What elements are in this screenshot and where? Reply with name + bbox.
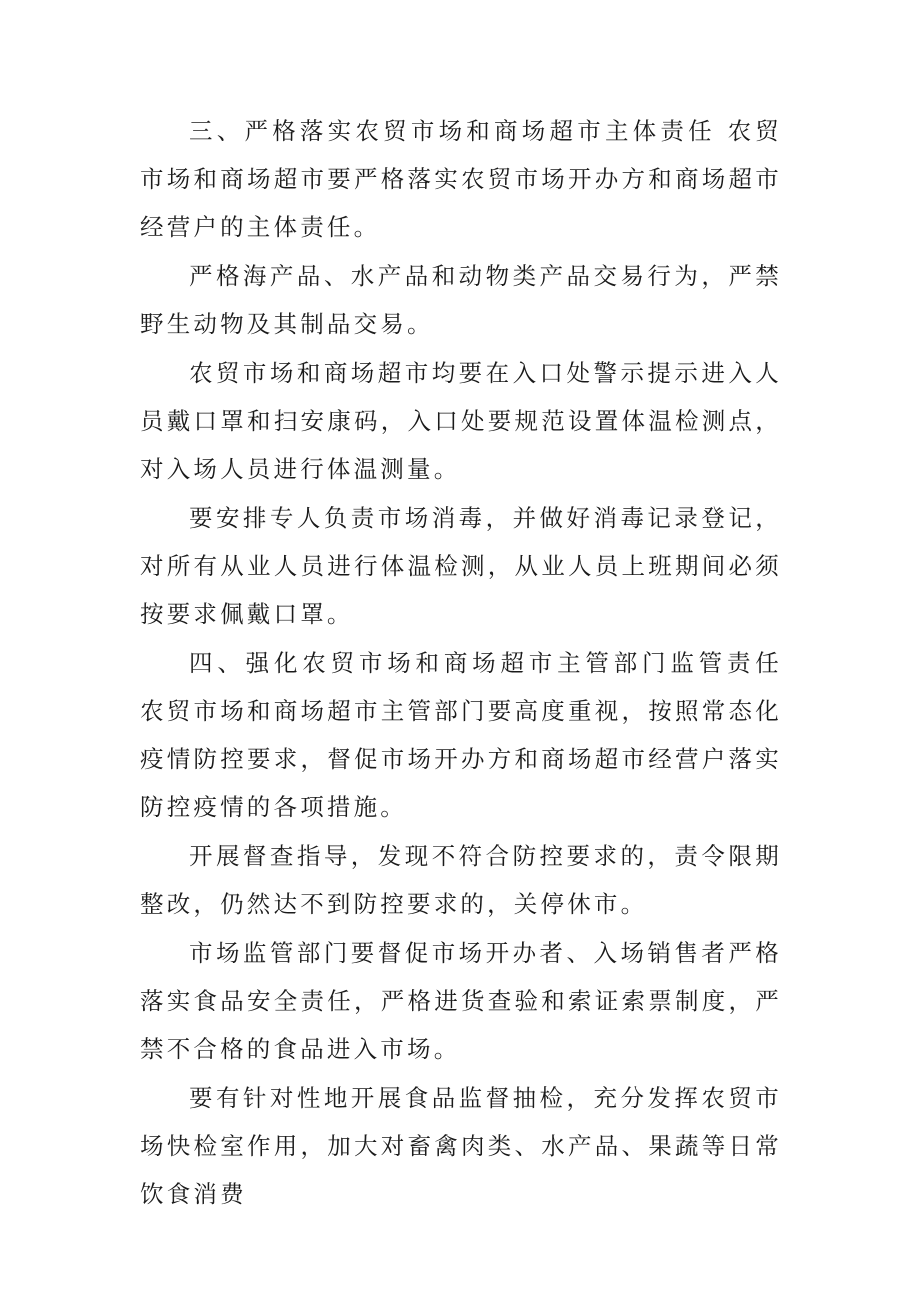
paragraph-section-three-heading: 三、严格落实农贸市场和商场超市主体责任 农贸市场和商场超市要严格落实农贸市场开办方和商场超市经营户的主体责任。: [140, 117, 782, 241]
paragraph-entrance-checks: 农贸市场和商场超市均要在入口处警示提示进入人员戴口罩和扫安康码，入口处要规范设置体温检测点，对入场人员进行体温测量。: [140, 359, 782, 483]
paragraph-section-four-heading: 四、强化农贸市场和商场超市主管部门监管责任 农贸市场和商场超市主管部门要高度重视，按照常态化疫情防控要求，督促市场开办方和商场超市经营户落实防控疫情的各项措施。: [140, 649, 782, 821]
paragraph-inspection-guidance: 开展督查指导，发现不符合防控要求的，责令限期整改，仍然达不到防控要求的，关停休市。: [140, 842, 782, 918]
paragraph-market-supervision: 市场监管部门要督促市场开办者、入场销售者严格落实食品安全责任，严格进货查验和索证索票制度，严禁不合格的食品进入市场。: [140, 939, 782, 1063]
paragraph-food-sampling: 要有针对性地开展食品监督抽检，充分发挥农贸市场快检室作用，加大对畜禽肉类、水产品、果蔬等日常饮食消费: [140, 1084, 782, 1208]
paragraph-disinfection: 要安排专人负责市场消毒，并做好消毒记录登记，对所有从业人员进行体温检测，从业人员上班期间必须按要求佩戴口罩。: [140, 504, 782, 628]
paragraph-seafood-trade: 严格海产品、水产品和动物类产品交易行为，严禁野生动物及其制品交易。: [140, 262, 782, 338]
document-body: [140, 107, 782, 1219]
